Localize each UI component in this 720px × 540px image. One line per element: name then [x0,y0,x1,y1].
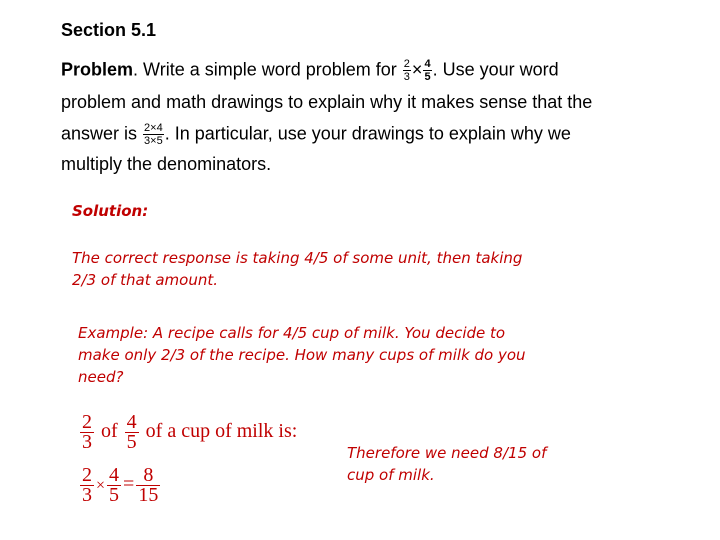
solution-label: Solution: [72,202,149,220]
math-row-1-tail: of a cup of milk is: [145,420,298,443]
math-equals: = [123,473,135,496]
problem-line-1 [61,58,559,83]
math-fraction-2-3: $\frac{2}{3}$ [82,411,92,453]
problem-text-3b: . In particular, use your drawings to explain why we [164,123,571,144]
math-fraction-4-5b: $\frac{4}{5}$ [109,464,120,506]
problem-label: Problem [61,59,134,80]
math-fraction-8-15: $\frac{8}{15}$ [138,464,159,506]
problem-text-3a: answer is [61,123,143,144]
section-title: Section 5.1 [61,20,157,40]
problem-line-2: problem and math drawings to explain why it makes sense that the [61,92,593,112]
math-row-2 [78,466,162,505]
therefore-line-1: Therefore we need 8/15 of [347,444,547,462]
fraction-answer: $\frac{2\times 4}{3\times 5}$ [144,122,163,147]
example-line-3: need? [78,368,124,386]
problem-line-4: multiply the denominators. [61,154,272,174]
problem-text-1a: . Write a simple word problem for [133,59,402,80]
problem-line-3 [61,122,571,147]
math-row-1 [78,413,297,452]
example-line-2: make only 2/3 of the recipe. How many cups of milk do you [78,346,526,364]
response-line-2: 2/3 of that amount. [72,271,219,289]
math-fraction-4-5: $\frac{4}{5}$ [126,411,137,453]
math-times: × [96,477,106,495]
fraction-four-fifths: $\frac{4}{5}$ [424,58,431,83]
example-line-1: Example: A recipe calls for 4/5 cup of milk. You decide to [78,324,506,342]
problem-text-1b: . Use your word [432,59,559,80]
times-sign: × [411,59,423,80]
fraction-two-thirds: $\frac{2}{3}$ [403,58,410,83]
response-line-1: The correct response is taking 4/5 of some unit, then taking [72,249,523,267]
math-of: of [101,420,118,443]
math-fraction-2-3b: $\frac{2}{3}$ [82,464,92,506]
therefore-line-2: cup of milk. [347,466,435,484]
